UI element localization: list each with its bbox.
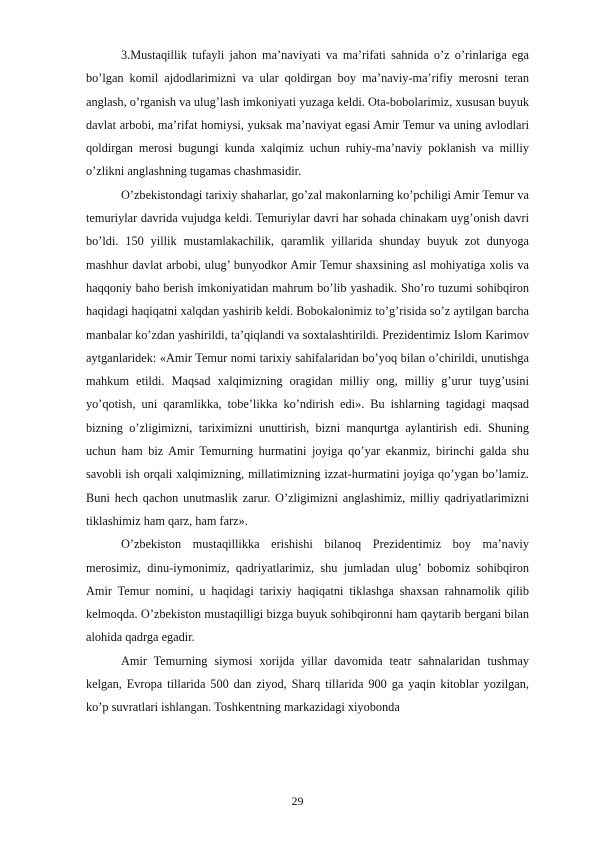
page-number: 29 xyxy=(291,794,304,808)
body-text xyxy=(86,44,529,720)
paragraph-3: O’zbekiston mustaqillikka erishishi bilanoq Prezidentimiz boy ma’naviy merosimiz, dinu-iymonimiz, qadriyatlarimiz, shu jumladan ulug’ bobomiz sohibqiron Amir Temur nomini, u haqidagi tarixiy haqiqatni tiklashga shaxsan rahnamolik qilib kelmoqda. O’zbekiston mustaqilligi bizga buyuk sohibqironni ham qaytarib bergani bilan alohida qadrga egadir. xyxy=(86,537,529,645)
paragraph-4: Amir Temurning siymosi xorijda yillar davomida teatr sahnalaridan tushmay kelgan, Evropa tillarida 500 dan ziyod, Sharq tillarida 900 ga yaqin kitoblar yozilgan, ko’p suvratlari ishlangan. Toshkentning markazidagi xiyobonda xyxy=(86,653,529,715)
paragraph-2: O’zbekistondagi tarixiy shaharlar, go’zal makonlarning ko’pchiligi Amir Temur va temuriylar davrida vujudga keldi. Temuriylar davri har sohada chinakam uyg’onish davri bo’ldi. 150 yillik mustamlakachilik, qaramlik yillarida shunday buyuk zot dunyoga mashhur davlat arbobi, ulug’ bunyodkor Amir Temur shaxsining asl mohiyatiga xolis va haqqoniy baho berish imkoniyatidan mahrum bo’lib yashadik. Sho’ro tuzumi sohibqiron haqidagi haqiqatni xalqdan yashirib keldi. Bobokalonimiz to’g’risida so’z aytilgan barcha manbalar ko’zdan yashirildi, ta’qiqlandi va soxtalashtirildi. Prezidentimiz Islom Karimov aytganlaridek: «Amir Temur nomi tarixiy sahifalaridan bo’yoq bilan o’chirildi, unutishga mahkum etildi. Maqsad xalqimizning oragidan milliy ong, milliy g’urur tuyg’usini yo’qotish, uni qaramlikka, tobe’likka ko’ndirish edi». Bu ishlarning tagidagi maqsad bizning o’zligimizni, tariximizni unuttirish, bizni manqurtga aylantirish edi. Shuning uchun ham biz Amir Temurning hurmatini joyiga qo’yar ekanmiz, birinchi galda shu savobli ish orqali xalqimizning, millatimizning izzat-hurmatini joyiga qo’ygan bo’lamiz. Buni hech qachon unutmaslik zarur. O’zligimizni anglashimiz, milliy qadriyatlarimizni tiklashimiz ham qarz, ham farz». xyxy=(86,187,529,528)
paragraph-1: 3.Mustaqillik tufayli jahon ma’naviyati va ma’rifati sahnida o’z o’rinlariga ega bo’lgan komil ajdodlarimizni va ular qoldirgan boy ma’naviy-ma’rifiy merosni teran anglash, o’rganish va ulug’lash imkoniyati yuzaga keldi. Ota-bobolarimiz, xususan buyuk davlat arbobi, ma’rifat homiysi, yuksak ma’naviyat egasi Amir Temur va uning avlodlari qoldirgan merosi bugungi kunda xalqimiz uchun ruhiy-ma’naviy poklanish va milliy o’zlikni anglashning tugamas chashmasidir. xyxy=(86,48,529,179)
